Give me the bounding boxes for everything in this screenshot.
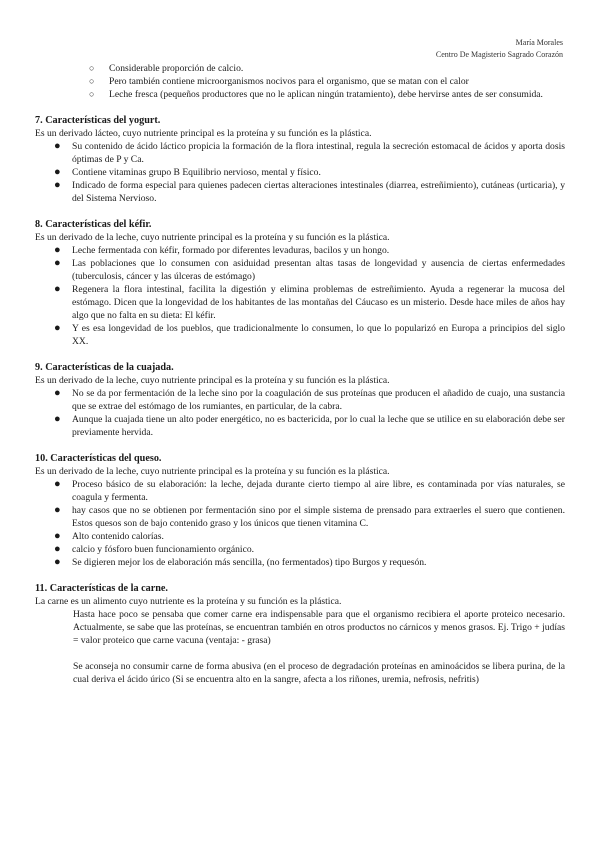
document-body: [35, 62, 565, 686]
dot-bullet-icon: ●: [54, 166, 61, 178]
continued-list: [35, 62, 565, 101]
list-item: ● Regenera la flora intestinal, facilita la digestión y elimina problemas de estreñimiento. Ayuda a regenerar la mucosa del estómago. Dicen que la longevidad de los habitantes de las montañas del Cáucaso es un misterio. Desde hace miles de años hay algo que no falta en su dieta: El kéfir.: [54, 283, 565, 321]
section-intro: Es un derivado de la leche, cuyo nutriente principal es la proteína y su función es la plástica.: [35, 232, 390, 243]
section-heading: 9. Características de la cuajada.: [35, 362, 174, 373]
section-kefir: [35, 218, 565, 348]
section-list: [35, 244, 565, 348]
section-intro: Es un derivado de la leche, cuyo nutriente principal es la proteína y su función es la plástica.: [35, 375, 390, 386]
list-item: ● Proceso básico de su elaboración: la leche, dejada durante cierto tiempo al aire libre, es contaminada por vías naturales, se coagula y fermenta.: [54, 478, 565, 503]
section-heading: 8. Características del kéfir.: [35, 219, 152, 230]
dot-bullet-icon: ●: [54, 556, 61, 568]
list-item: ○ Leche fresca (pequeños productores que no le aplican ningún tratamiento), debe hervirse antes de ser consumida.: [89, 89, 543, 100]
section-heading: 11. Características de la carne.: [35, 583, 168, 594]
circle-bullet-icon: ○: [89, 76, 95, 86]
list-item: ● hay casos que no se obtienen por fermentación sino por el simple sistema de prensado para extraerles el suero que contienen. Estos quesos son de bajo contenido graso y los únicos que tienen vitamina C.: [54, 504, 565, 529]
section-heading: 7. Características del yogurt.: [35, 115, 161, 126]
list-item: ● Se digieren mejor los de elaboración más sencilla, (no fermentados) tipo Burgos y requesón.: [54, 556, 427, 568]
list-item: ● Y es esa longevidad de los pueblos, que tradicionalmente lo consumen, lo que lo popularizó en Europa a principios del siglo XX.: [54, 322, 565, 347]
dot-bullet-icon: ●: [54, 322, 61, 334]
dot-bullet-icon: ●: [54, 244, 61, 256]
list-item: ● Indicado de forma especial para quienes padecen ciertas alteraciones intestinales (diarrea, estreñimiento), cutáneas (urticaria), y del Sistema Nervioso.: [54, 179, 565, 204]
section-yogurt: [35, 114, 565, 205]
dot-bullet-icon: ●: [54, 543, 61, 555]
list-item: ● Su contenido de ácido láctico propicia la formación de la flora intestinal, regula la secreción estomacal de ácidos y aporta dosis óptimas de P y Ca.: [54, 140, 565, 165]
school-name: Centro De Magisterio Sagrado Corazón: [435, 50, 563, 59]
paragraph: Se aconseja no consumir carne de forma abusiva (en el proceso de degradación proteínas en aminoácidos se libera purina, de la cual deriva el ácido úrico (Si se encuentra alto en la sangre, afecta a los riñones, uremia, nefrosis, nefritis): [73, 661, 565, 685]
section-cuajada: [35, 361, 565, 439]
dot-bullet-icon: ●: [54, 530, 61, 542]
dot-bullet-icon: ●: [54, 413, 61, 425]
circle-bullet-icon: ○: [89, 89, 95, 99]
list-item: ● Leche fermentada con kéfir, formado por diferentes levaduras, bacilos y un hongo.: [54, 244, 390, 256]
section-list: [35, 478, 565, 569]
list-item: ● No se da por fermentación de la leche sino por la coagulación de sus proteínas que producen el añadido de cuajo, una sustancia que se extrae del estómago de los rumiantes, en particular, de la cabra.: [54, 387, 565, 412]
dot-bullet-icon: ●: [54, 257, 61, 269]
section-intro: Es un derivado de la leche, cuyo nutriente principal es la proteína y su función es la plástica.: [35, 466, 390, 477]
section-list: [35, 140, 565, 205]
dot-bullet-icon: ●: [54, 140, 61, 152]
paragraph: Hasta hace poco se pensaba que comer carne era indispensable para que el organismo recibiera el aporte proteico necesario. Actualmente, se sabe que las proteínas, se encuentran también en otros productos no cárnicos y menos grasos. Ej. Trigo + judías = valor proteico que carne vacuna (ventaja: - grasa): [73, 609, 565, 646]
list-item: ● Las poblaciones que lo consumen con asiduidad presentan altas tasas de longevidad y ausencia de ciertas enfermedades (tuberculosis, cáncer y las úlceras de estómago): [54, 257, 565, 282]
list-item: ○ Considerable proporción de calcio.: [89, 63, 244, 74]
list-item: ● calcio y fósforo buen funcionamiento orgánico.: [54, 543, 255, 555]
dot-bullet-icon: ●: [54, 504, 61, 516]
list-item: ● Contiene vitaminas grupo B Equilibrio nervioso, mental y físico.: [54, 166, 321, 178]
section-intro: La carne es un alimento cuyo nutriente es la proteína y su función es la plástica.: [35, 596, 342, 607]
list-item: ● Aunque la cuajada tiene un alto poder energético, no es bactericida, por lo cual la leche que se utilice en su elaboración debe ser previamente hervida.: [54, 413, 565, 438]
section-queso: [35, 452, 565, 569]
dot-bullet-icon: ●: [54, 179, 61, 191]
author-name: María Morales: [515, 38, 563, 47]
list-item: ○ Pero también contiene microorganismos nocivos para el organismo, que se matan con el calor: [89, 76, 469, 87]
dot-bullet-icon: ●: [54, 478, 61, 490]
list-item: ● Alto contenido calorías.: [54, 530, 164, 542]
section-list: [35, 387, 565, 439]
page-header: [436, 37, 563, 61]
section-carne: [35, 582, 565, 686]
section-intro: Es un derivado lácteo, cuyo nutriente principal es la proteína y su función es la plástica.: [35, 128, 372, 139]
section-heading: 10. Características del queso.: [35, 453, 162, 464]
dot-bullet-icon: ●: [54, 283, 61, 295]
dot-bullet-icon: ●: [54, 387, 61, 399]
circle-bullet-icon: ○: [89, 63, 95, 73]
